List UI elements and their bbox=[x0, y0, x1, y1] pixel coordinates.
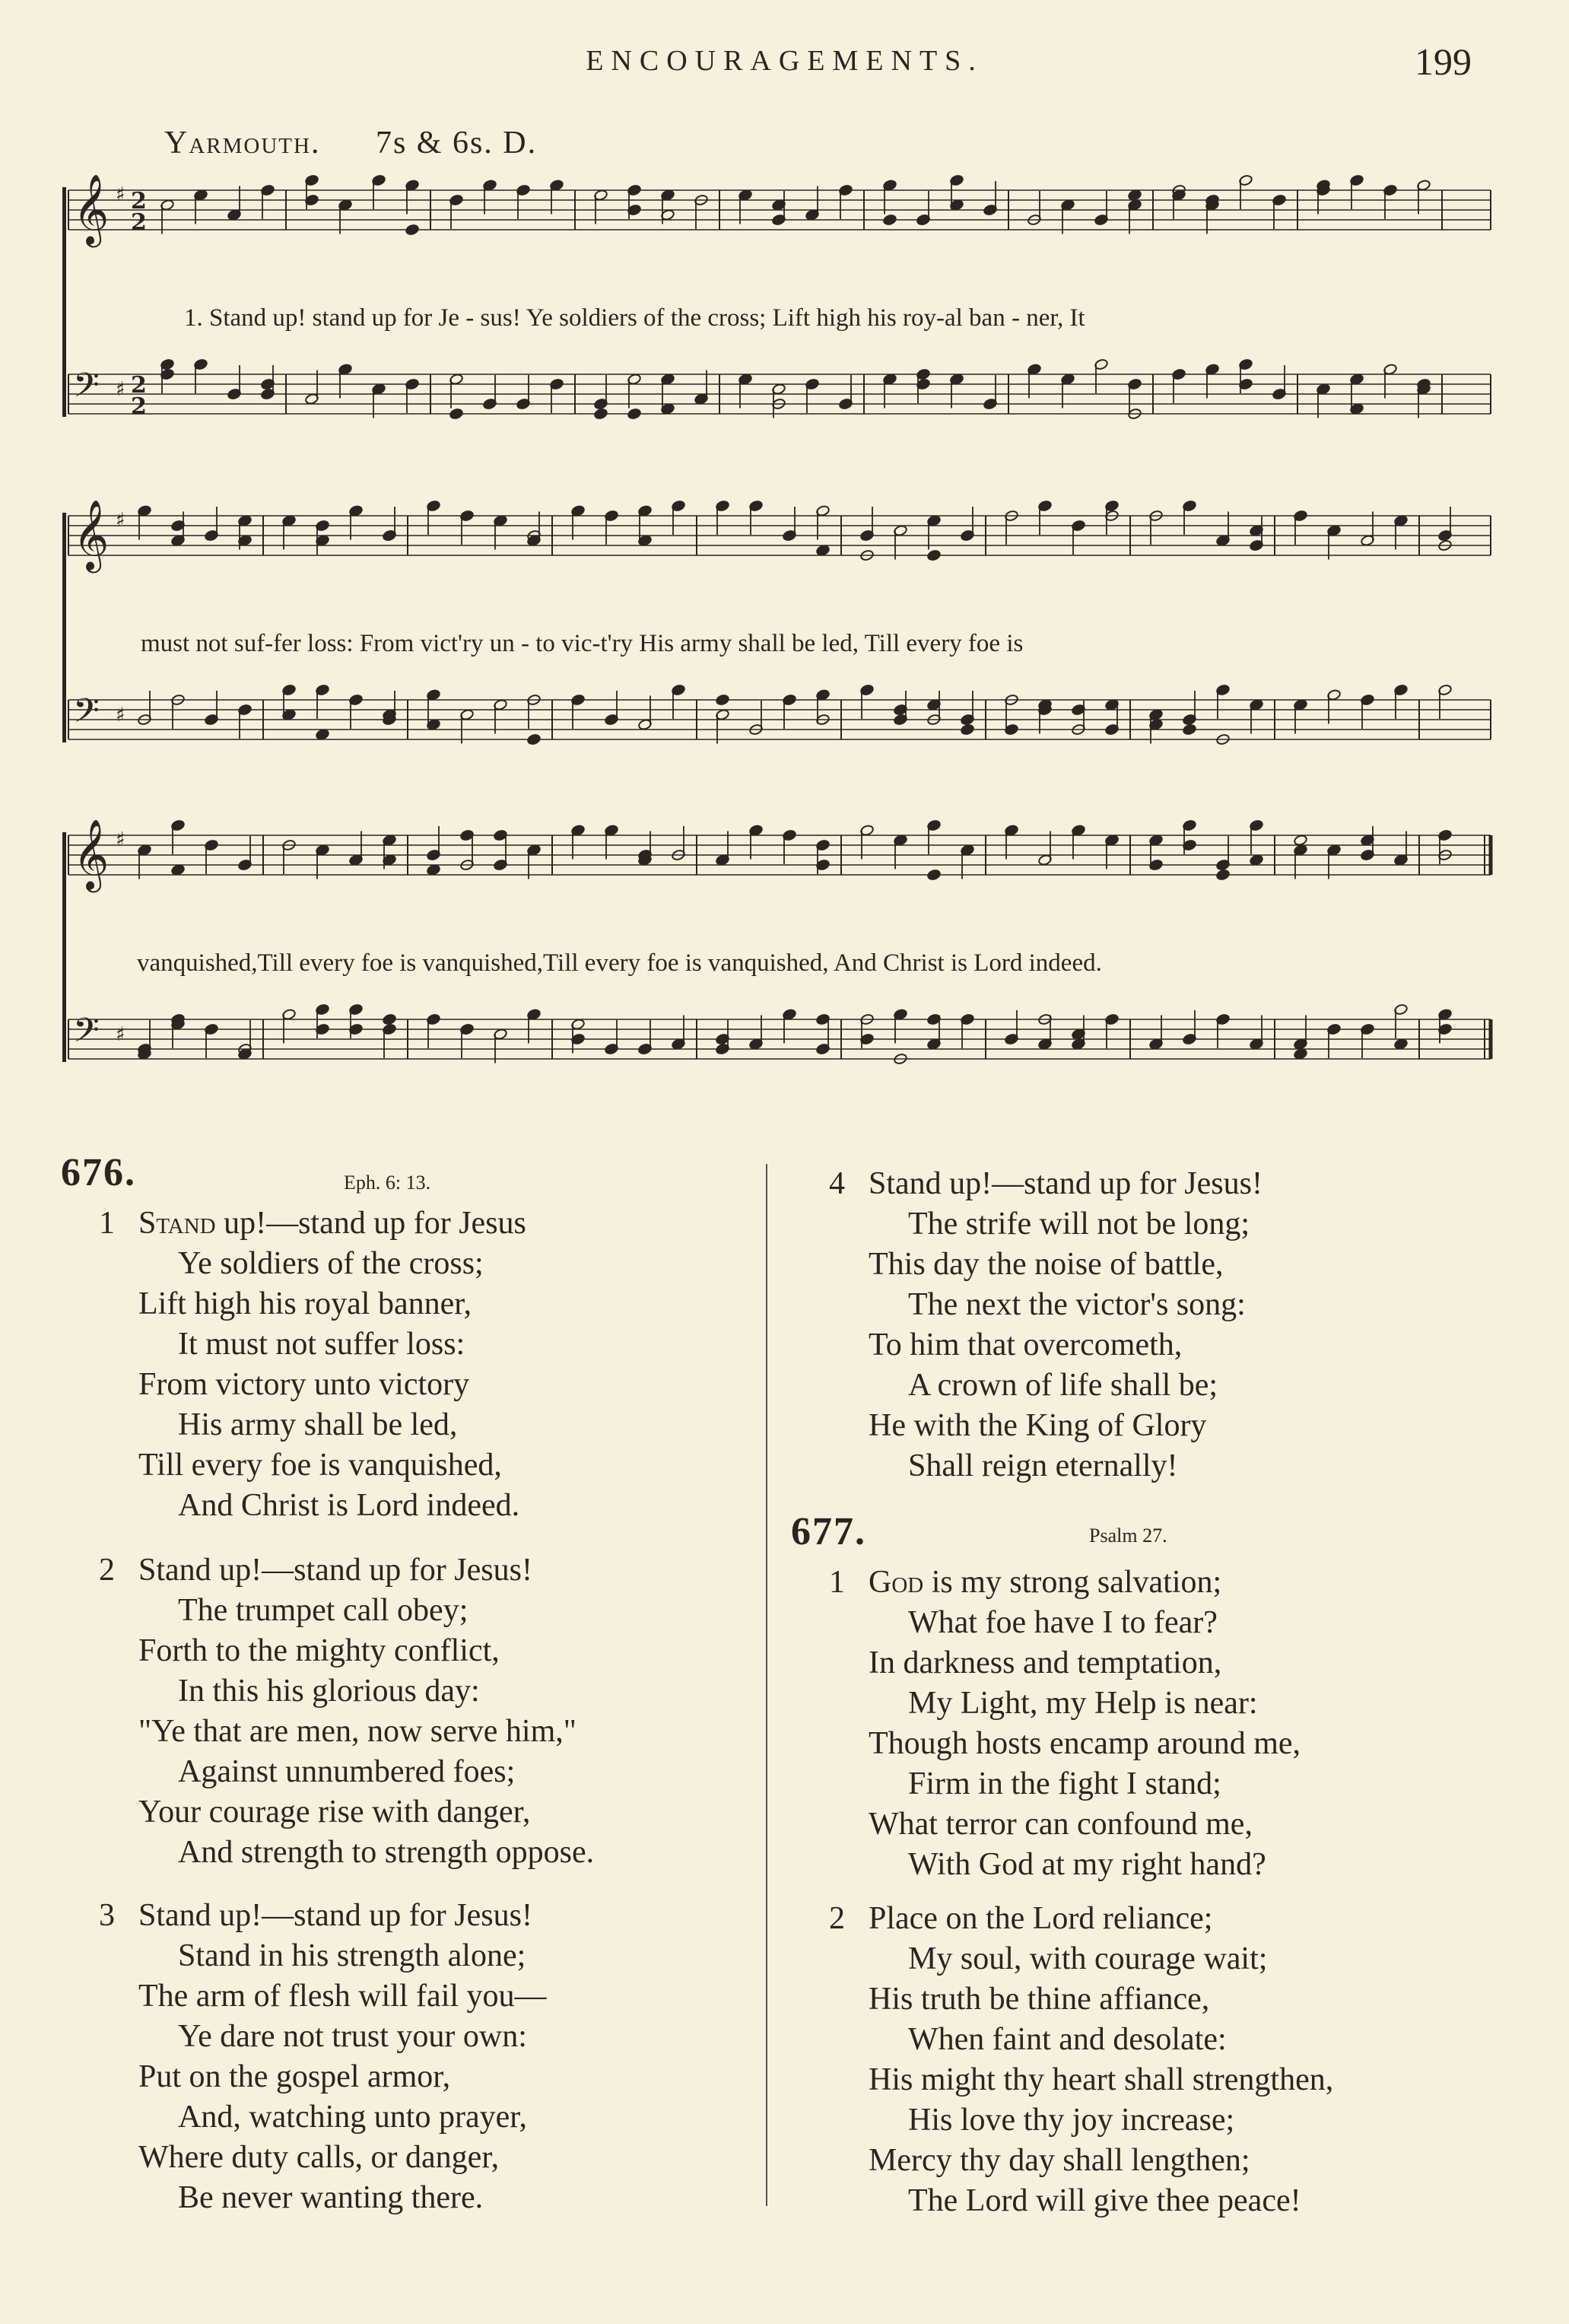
verse-line: In this his glorious day: bbox=[178, 1674, 480, 1709]
verse-line: Stand in his strength alone; bbox=[178, 1938, 526, 1973]
stanza-number: 4 bbox=[829, 1166, 845, 1201]
column-divider bbox=[766, 1164, 767, 2206]
hymn-677-stanza-2 bbox=[829, 1899, 1333, 2221]
verse-line: From victory unto victory bbox=[138, 1367, 470, 1402]
verse-line: Against unnumbered foes; bbox=[178, 1754, 516, 1789]
stanza-first-word: Stand bbox=[138, 1206, 216, 1241]
verse-line: Stand up!—stand up for Jesus! bbox=[869, 1166, 1263, 1201]
hymn-676-stanza-1 bbox=[99, 1203, 526, 1526]
verse-line: Put on the gospel armor, bbox=[138, 2059, 451, 2094]
hymn-676-stanza-3 bbox=[99, 1896, 547, 2218]
stanza-number: 2 bbox=[829, 1901, 845, 1936]
verse-line: My soul, with courage wait; bbox=[908, 1941, 1268, 1976]
svg-text:𝄢: 𝄢 bbox=[73, 1010, 100, 1058]
verse-line: The Lord will give thee peace! bbox=[908, 2183, 1301, 2218]
svg-text:2: 2 bbox=[131, 209, 147, 236]
svg-text:♯: ♯ bbox=[116, 509, 125, 532]
svg-text:𝄞: 𝄞 bbox=[73, 175, 110, 244]
svg-text:𝄢: 𝄢 bbox=[73, 691, 100, 739]
verse-line: Stand up!—stand up for Jesus! bbox=[138, 1553, 532, 1588]
verse-line: Forth to the mighty conflict, bbox=[138, 1633, 500, 1668]
stanza-number: 1 bbox=[99, 1206, 115, 1241]
hymn-676-reference: Eph. 6: 13. bbox=[344, 1172, 431, 1194]
stanza-first-word: God bbox=[869, 1565, 924, 1600]
svg-text:2: 2 bbox=[131, 393, 147, 420]
svg-text:♯: ♯ bbox=[116, 183, 125, 206]
verse-line: It must not suffer loss: bbox=[178, 1327, 465, 1362]
verse-line: His love thy joy increase; bbox=[908, 2103, 1235, 2138]
verse-line: Mercy thy day shall lengthen; bbox=[869, 2143, 1250, 2178]
verse-line: up!—stand up for Jesus bbox=[215, 1206, 526, 1241]
lyric-line-3: vanquished,Till every foe is vanquished,Till every foe is vanquished, And Christ is Lord indeed. bbox=[137, 949, 1102, 977]
tune-name: Yarmouth. bbox=[164, 126, 321, 161]
page-number: 199 bbox=[1415, 40, 1472, 83]
lyric-line-2: must not suf-fer loss: From vict'ry un - to vic-t'ry His army shall be led, Till every foe is bbox=[141, 630, 1024, 657]
svg-text:𝄞: 𝄞 bbox=[73, 819, 110, 889]
verse-line: This day the noise of battle, bbox=[869, 1247, 1224, 1282]
verse-line: Ye dare not trust your own: bbox=[178, 2019, 527, 2054]
page-header-title: ENCOURAGEMENTS. bbox=[586, 45, 983, 77]
svg-text:♯: ♯ bbox=[116, 1023, 125, 1046]
verse-line: His army shall be led, bbox=[178, 1407, 458, 1442]
verse-line: Place on the Lord reliance; bbox=[869, 1901, 1213, 1936]
verse-line: He with the King of Glory bbox=[869, 1408, 1207, 1443]
verse-line: Where duty calls, or danger, bbox=[138, 2140, 500, 2175]
tune-meter: 7s & 6s. D. bbox=[375, 126, 538, 161]
verse-line: Stand up!—stand up for Jesus! bbox=[138, 1898, 532, 1933]
hymn-676-number: 676. bbox=[61, 1151, 136, 1194]
verse-line: And, watching unto prayer, bbox=[178, 2100, 528, 2135]
verse-line: Be never wanting there. bbox=[178, 2180, 484, 2215]
verse-line: In darkness and temptation, bbox=[869, 1645, 1222, 1680]
verse-line: The next the victor's song: bbox=[908, 1287, 1246, 1322]
svg-text:2: 2 bbox=[131, 372, 147, 399]
hymn-677-number: 677. bbox=[791, 1510, 866, 1553]
verse-line: His might thy heart shall strengthen, bbox=[869, 2062, 1334, 2097]
verse-line: is my strong salvation; bbox=[923, 1565, 1222, 1600]
music-score bbox=[61, 175, 1506, 1103]
verse-line: His truth be thine affiance, bbox=[869, 1982, 1210, 2017]
verse-line: Your courage rise with danger, bbox=[138, 1795, 531, 1830]
verse-line: Lift high his royal banner, bbox=[138, 1286, 472, 1321]
svg-text:2: 2 bbox=[131, 188, 147, 215]
hymn-677-stanza-1 bbox=[829, 1563, 1301, 1885]
verse-line: When faint and desolate: bbox=[908, 2022, 1227, 2057]
verse-line: To him that overcometh, bbox=[869, 1327, 1183, 1362]
verse-line: Firm in the fight I stand; bbox=[908, 1766, 1221, 1801]
verse-line: Though hosts encamp around me, bbox=[869, 1726, 1301, 1761]
verse-line: With God at my right hand? bbox=[908, 1847, 1266, 1882]
verse-line: The trumpet call obey; bbox=[178, 1593, 468, 1628]
verse-line: "Ye that are men, now serve him," bbox=[138, 1714, 576, 1749]
svg-text:♯: ♯ bbox=[116, 378, 125, 401]
stanza-number: 3 bbox=[99, 1898, 115, 1933]
tune-heading bbox=[164, 125, 537, 161]
svg-text:𝄞: 𝄞 bbox=[73, 499, 110, 570]
svg-text:♯: ♯ bbox=[116, 828, 125, 851]
verse-line: The arm of flesh will fail you— bbox=[138, 1979, 547, 2014]
hymn-676-stanza-2 bbox=[99, 1550, 594, 1873]
verse-line: And Christ is Lord indeed. bbox=[178, 1488, 520, 1523]
verse-line: A crown of life shall be; bbox=[908, 1368, 1218, 1403]
hymn-677-reference: Psalm 27. bbox=[1089, 1524, 1167, 1547]
verse-line: Ye soldiers of the cross; bbox=[178, 1246, 484, 1281]
svg-text:♯: ♯ bbox=[116, 704, 125, 726]
verse-line: And strength to strength oppose. bbox=[178, 1835, 595, 1870]
svg-text:𝄢: 𝄢 bbox=[73, 365, 100, 413]
verse-line: What terror can confound me, bbox=[869, 1807, 1253, 1842]
verse-line: What foe have I to fear? bbox=[908, 1605, 1218, 1640]
verse-line: Shall reign eternally! bbox=[908, 1448, 1178, 1483]
lyric-line-1: 1. Stand up! stand up for Je - sus! Ye soldiers of the cross; Lift high his roy-al ban - ner, It bbox=[184, 304, 1085, 332]
hymn-676-stanza-4 bbox=[829, 1164, 1263, 1486]
verse-line: Till every foe is vanquished, bbox=[138, 1448, 502, 1483]
stanza-number: 1 bbox=[829, 1565, 845, 1600]
verse-line: My Light, my Help is near: bbox=[908, 1686, 1258, 1721]
verse-line: The strife will not be long; bbox=[908, 1207, 1250, 1241]
stanza-number: 2 bbox=[99, 1553, 115, 1588]
